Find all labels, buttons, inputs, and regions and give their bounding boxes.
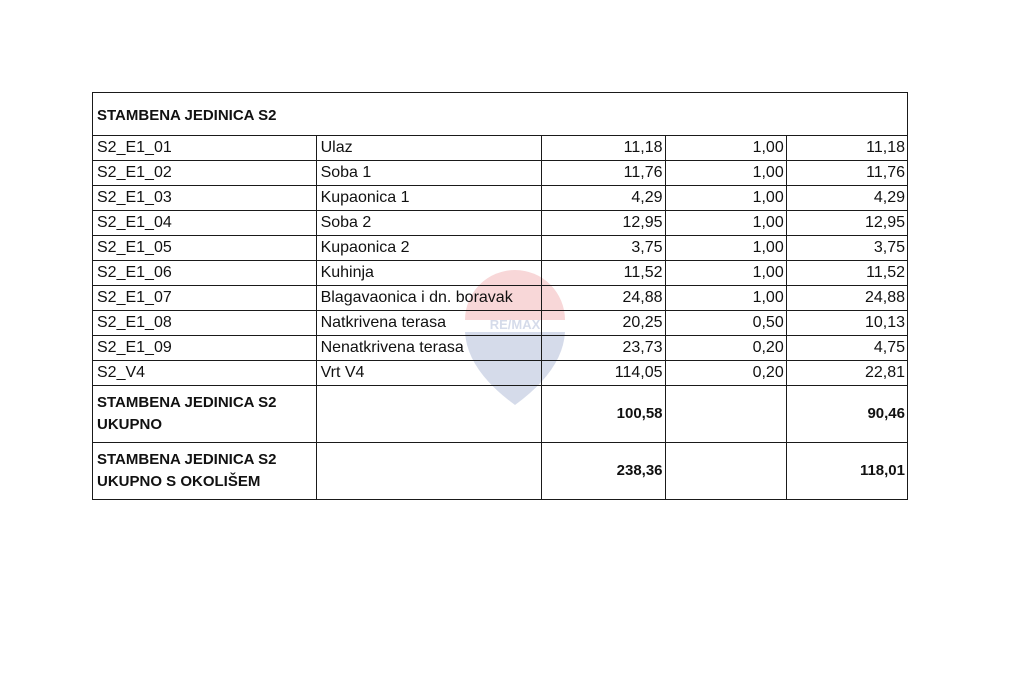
table-row <box>93 161 908 186</box>
net-area-cell: 24,88 <box>786 286 907 311</box>
coefficient-cell: 1,00 <box>665 236 786 261</box>
area-cell: 24,88 <box>542 286 665 311</box>
room-code-cell: S2_E1_02 <box>93 161 317 186</box>
area-cell: 114,05 <box>542 361 665 386</box>
area-cell: 23,73 <box>542 336 665 361</box>
area-cell: 12,95 <box>542 211 665 236</box>
total-label-line1: STAMBENA JEDINICA S2 <box>97 394 277 411</box>
coefficient-cell: 1,00 <box>665 261 786 286</box>
room-name-cell: Soba 1 <box>316 161 542 186</box>
room-name-cell: Kuhinja <box>316 261 542 286</box>
coefficient-cell: 1,00 <box>665 286 786 311</box>
room-name-cell: Soba 2 <box>316 211 542 236</box>
table-header-row <box>93 93 908 136</box>
area-cell: 4,29 <box>542 186 665 211</box>
coefficient-cell: 1,00 <box>665 161 786 186</box>
total-label-line1: STAMBENA JEDINICA S2 <box>97 451 277 468</box>
table-row <box>93 311 908 336</box>
room-code-cell: S2_E1_06 <box>93 261 317 286</box>
total-label-cell <box>93 386 317 443</box>
empty-cell <box>316 386 542 443</box>
area-cell: 3,75 <box>542 236 665 261</box>
total-label-line2: UKUPNO S OKOLIŠEM <box>97 473 261 490</box>
room-name-cell: Vrt V4 <box>316 361 542 386</box>
coefficient-cell: 1,00 <box>665 186 786 211</box>
total-label-cell <box>93 443 317 500</box>
table-row <box>93 286 908 311</box>
room-name-cell: Blagavaonica i dn. boravak <box>316 286 542 311</box>
room-name-cell: Kupaonica 1 <box>316 186 542 211</box>
table-row <box>93 261 908 286</box>
room-code-cell: S2_E1_03 <box>93 186 317 211</box>
total-row <box>93 386 908 443</box>
net-area-cell: 11,52 <box>786 261 907 286</box>
table-row <box>93 211 908 236</box>
total-label-line2: UKUPNO <box>97 416 163 433</box>
area-cell: 11,76 <box>542 161 665 186</box>
net-area-cell: 11,76 <box>786 161 907 186</box>
room-code-cell: S2_E1_07 <box>93 286 317 311</box>
area-cell: 11,52 <box>542 261 665 286</box>
total-net-area-cell: 118,01 <box>786 443 907 500</box>
table-row <box>93 336 908 361</box>
room-code-cell: S2_V4 <box>93 361 317 386</box>
room-code-cell: S2_E1_09 <box>93 336 317 361</box>
net-area-cell: 3,75 <box>786 236 907 261</box>
empty-cell <box>316 443 542 500</box>
total-area-cell: 238,36 <box>542 443 665 500</box>
room-name-cell: Ulaz <box>316 136 542 161</box>
room-name-cell: Natkrivena terasa <box>316 311 542 336</box>
coefficient-cell: 1,00 <box>665 211 786 236</box>
table-row <box>93 186 908 211</box>
total-area-cell: 100,58 <box>542 386 665 443</box>
area-table <box>92 92 908 500</box>
net-area-cell: 12,95 <box>786 211 907 236</box>
coefficient-cell: 0,20 <box>665 336 786 361</box>
total-row <box>93 443 908 500</box>
room-code-cell: S2_E1_08 <box>93 311 317 336</box>
watermark-text: RE/MAX <box>489 317 541 332</box>
net-area-cell: 11,18 <box>786 136 907 161</box>
coefficient-cell: 0,50 <box>665 311 786 336</box>
table-row <box>93 361 908 386</box>
room-code-cell: S2_E1_01 <box>93 136 317 161</box>
area-cell: 11,18 <box>542 136 665 161</box>
empty-cell <box>665 443 786 500</box>
area-cell: 20,25 <box>542 311 665 336</box>
room-code-cell: S2_E1_04 <box>93 211 317 236</box>
room-name-cell: Kupaonica 2 <box>316 236 542 261</box>
coefficient-cell: 0,20 <box>665 361 786 386</box>
table-row <box>93 236 908 261</box>
empty-cell <box>665 386 786 443</box>
room-name-cell: Nenatkrivena terasa <box>316 336 542 361</box>
table-row <box>93 136 908 161</box>
net-area-cell: 4,75 <box>786 336 907 361</box>
net-area-cell: 4,29 <box>786 186 907 211</box>
net-area-cell: 10,13 <box>786 311 907 336</box>
total-net-area-cell: 90,46 <box>786 386 907 443</box>
net-area-cell: 22,81 <box>786 361 907 386</box>
coefficient-cell: 1,00 <box>665 136 786 161</box>
table-title: STAMBENA JEDINICA S2 <box>93 93 908 136</box>
room-code-cell: S2_E1_05 <box>93 236 317 261</box>
